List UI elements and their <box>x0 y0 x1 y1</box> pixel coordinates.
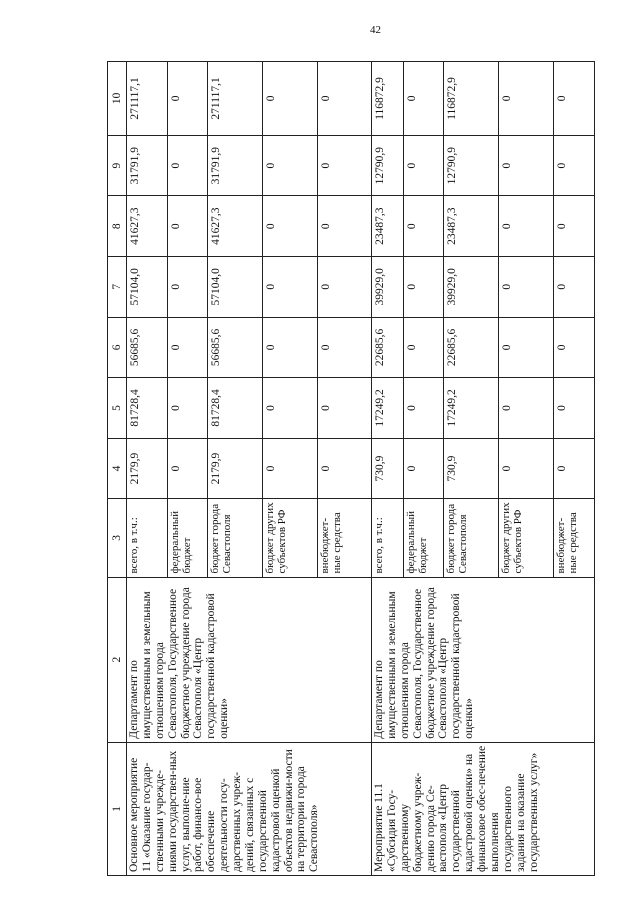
col-header: 5 <box>108 378 127 439</box>
value-cell: 0 <box>263 257 318 318</box>
source-cell: бюджет других субъектов РФ <box>499 499 554 577</box>
header-row <box>108 62 127 876</box>
col-header: 9 <box>108 135 127 196</box>
value-cell: 0 <box>318 438 372 499</box>
source-cell: бюджет города Севастополя <box>444 499 499 577</box>
value-cell: 0 <box>318 135 372 196</box>
value-cell: 22685,6 <box>444 317 499 378</box>
value-cell: 0 <box>554 62 595 136</box>
value-cell: 0 <box>318 62 372 136</box>
value-cell: 116872,9 <box>444 62 499 136</box>
value-cell: 39929,0 <box>372 257 404 318</box>
col-header: 6 <box>108 317 127 378</box>
value-cell: 39929,0 <box>444 257 499 318</box>
col-header: 8 <box>108 196 127 257</box>
value-cell: 0 <box>499 196 554 257</box>
measure-name-cell: Мероприятие 11.1 «Субсидия Госу-дарственному бюджетному учреж-дению города Се-вастополя «Центр государственной кадастровой оценки» на финансовое обес-печение выполнения государственного задания на оказание государственных услуг» <box>372 742 595 875</box>
value-cell: 0 <box>168 438 208 499</box>
value-cell: 0 <box>499 135 554 196</box>
measure-name-cell: Основное мероприятие 11 «Оказание государ-ственными учрежде-ниями государствен-ных услуг, выполне-ние работ, финансо-вое обеспечение деятельности госу-дарственных учреж-дений, связанных с государственной кадастровой оценкой объектов недвижи-мости на территории города Севастополя» <box>127 742 372 875</box>
value-cell: 0 <box>499 62 554 136</box>
value-cell: 0 <box>554 378 595 439</box>
value-cell: 2179,9 <box>127 438 168 499</box>
value-cell: 0 <box>404 438 444 499</box>
value-cell: 0 <box>404 317 444 378</box>
funding-table <box>107 61 595 876</box>
value-cell: 81728,4 <box>208 378 263 439</box>
source-cell: бюджет города Севастополя <box>208 499 263 577</box>
value-cell: 56685,6 <box>127 317 168 378</box>
value-cell: 57104,0 <box>208 257 263 318</box>
source-cell: внебюджет-ные средства <box>318 499 372 577</box>
value-cell: 730,9 <box>444 438 499 499</box>
col-header: 4 <box>108 438 127 499</box>
value-cell: 0 <box>554 196 595 257</box>
value-cell: 271117,1 <box>127 62 168 136</box>
executor-cell: Департамент по имущественным и земельным отношениям города Севастополя, Государственное бюджетное учреждение города Севастополя «Центр государственной кадастровой оценки» <box>127 577 372 742</box>
table-row <box>127 62 168 876</box>
executor-cell: Департамент по имущественным и земельным отношениям города Севастополя, Государственное бюджетное учреждение города Севастополя «Центр государственной кадастровой оценки» <box>372 577 595 742</box>
value-cell: 0 <box>168 62 208 136</box>
value-cell: 41627,3 <box>127 196 168 257</box>
value-cell: 0 <box>554 135 595 196</box>
value-cell: 0 <box>404 135 444 196</box>
value-cell: 0 <box>263 196 318 257</box>
rotated-table-container <box>107 61 581 876</box>
source-cell: внебюджет-ные средства <box>554 499 595 577</box>
value-cell: 0 <box>168 257 208 318</box>
col-header: 7 <box>108 257 127 318</box>
value-cell: 0 <box>318 317 372 378</box>
value-cell: 31791,9 <box>127 135 168 196</box>
value-cell: 22685,6 <box>372 317 404 378</box>
col-header: 1 <box>108 742 127 875</box>
source-cell: всего, в т.ч.: <box>372 499 404 577</box>
source-cell: федеральный бюджет <box>168 499 208 577</box>
value-cell: 23487,3 <box>372 196 404 257</box>
source-cell: федеральный бюджет <box>404 499 444 577</box>
value-cell: 0 <box>263 438 318 499</box>
value-cell: 0 <box>263 62 318 136</box>
col-header: 3 <box>108 499 127 577</box>
value-cell: 0 <box>554 257 595 318</box>
value-cell: 0 <box>404 196 444 257</box>
value-cell: 17249,2 <box>444 378 499 439</box>
value-cell: 271117,1 <box>208 62 263 136</box>
page-number: 42 <box>370 24 381 36</box>
value-cell: 0 <box>168 317 208 378</box>
value-cell: 0 <box>168 378 208 439</box>
source-cell: бюджет других субъектов РФ <box>263 499 318 577</box>
value-cell: 2179,9 <box>208 438 263 499</box>
value-cell: 0 <box>499 378 554 439</box>
table-row <box>372 62 404 876</box>
value-cell: 0 <box>263 135 318 196</box>
value-cell: 0 <box>168 135 208 196</box>
value-cell: 0 <box>404 62 444 136</box>
value-cell: 0 <box>404 378 444 439</box>
value-cell: 0 <box>499 317 554 378</box>
value-cell: 0 <box>554 438 595 499</box>
col-header: 10 <box>108 62 127 136</box>
value-cell: 23487,3 <box>444 196 499 257</box>
value-cell: 0 <box>318 196 372 257</box>
value-cell: 81728,4 <box>127 378 168 439</box>
value-cell: 12790,9 <box>444 135 499 196</box>
value-cell: 41627,3 <box>208 196 263 257</box>
value-cell: 0 <box>554 317 595 378</box>
value-cell: 31791,9 <box>208 135 263 196</box>
source-cell: всего, в т.ч.: <box>127 499 168 577</box>
value-cell: 12790,9 <box>372 135 404 196</box>
value-cell: 116872,9 <box>372 62 404 136</box>
value-cell: 0 <box>263 378 318 439</box>
value-cell: 0 <box>263 317 318 378</box>
value-cell: 0 <box>318 257 372 318</box>
value-cell: 0 <box>318 378 372 439</box>
value-cell: 0 <box>499 438 554 499</box>
value-cell: 730,9 <box>372 438 404 499</box>
value-cell: 0 <box>168 196 208 257</box>
value-cell: 17249,2 <box>372 378 404 439</box>
value-cell: 0 <box>499 257 554 318</box>
value-cell: 0 <box>404 257 444 318</box>
col-header: 2 <box>108 577 127 742</box>
value-cell: 56685,6 <box>208 317 263 378</box>
value-cell: 57104,0 <box>127 257 168 318</box>
